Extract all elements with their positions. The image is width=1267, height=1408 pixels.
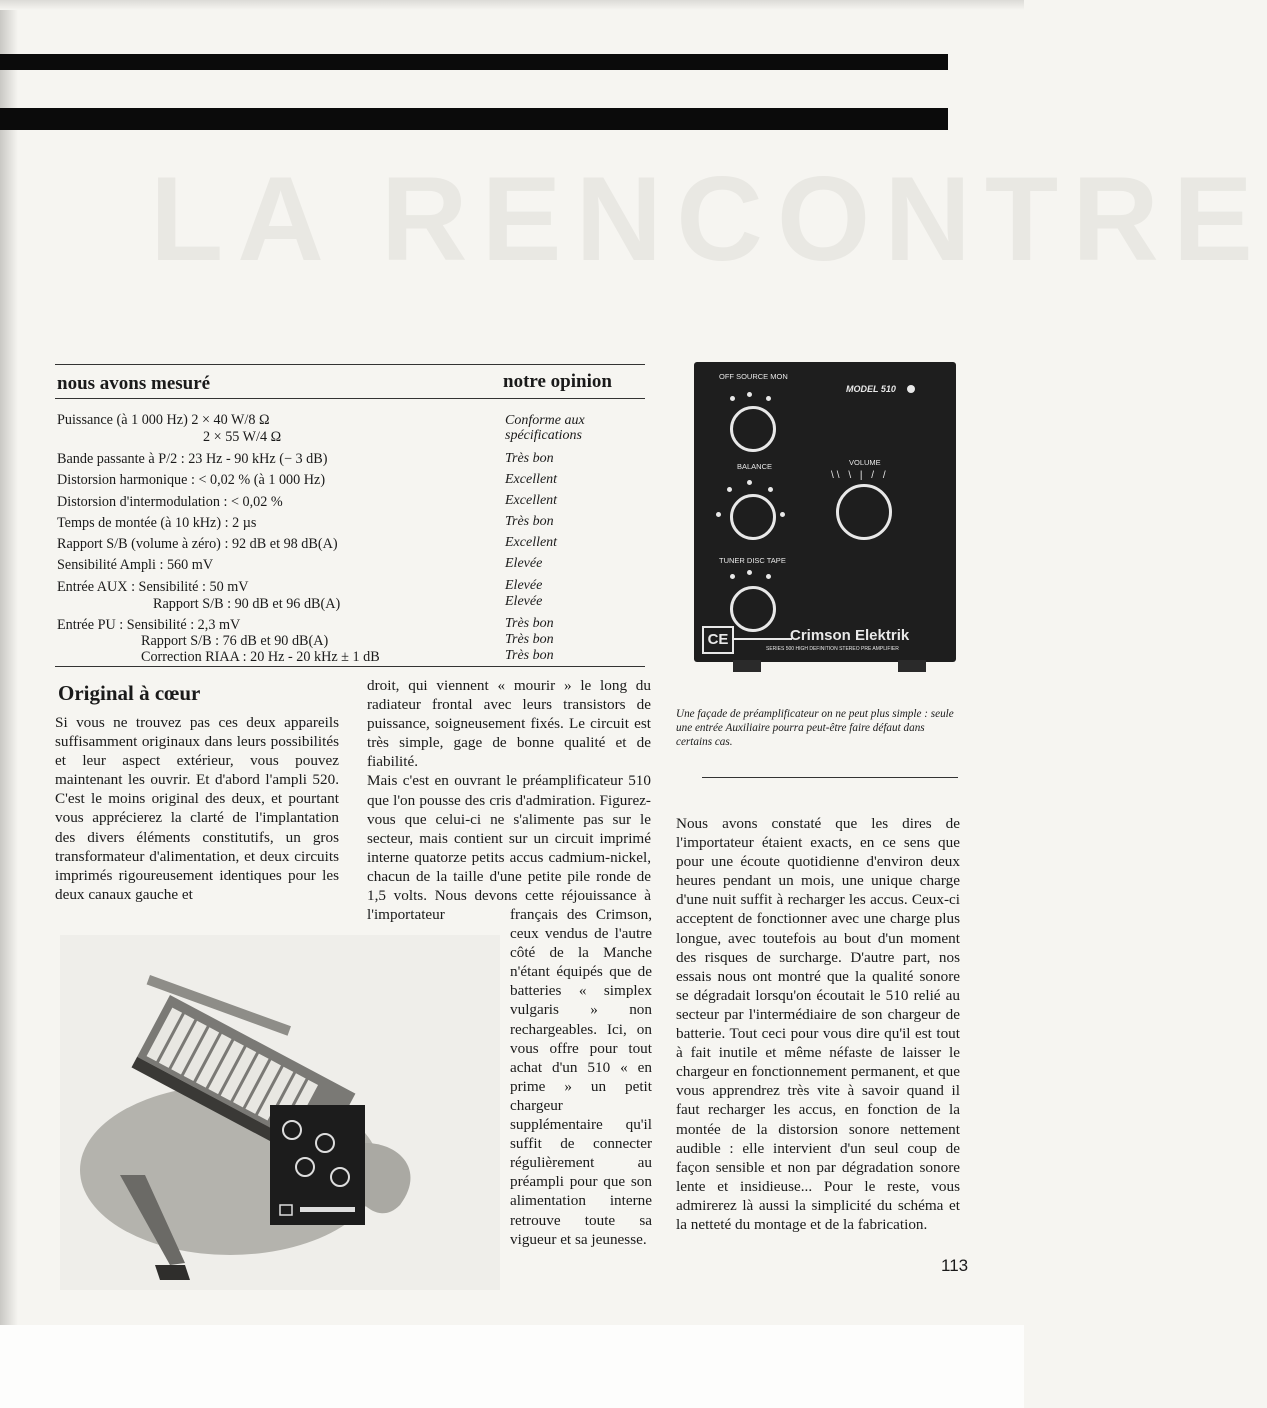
brand-name: Crimson Elektrik	[790, 627, 910, 644]
spec-row: Sensibilité Ampli : 560 mV	[57, 557, 214, 573]
preamp-interior-photo	[60, 935, 500, 1290]
spec-row: Rapport S/B : 76 dB et 90 dB(A)	[141, 633, 329, 649]
knob-mark	[716, 512, 721, 517]
panel-subline: SERIES 500 HIGH DEFINITION STEREO PRE AMPLIFIER	[766, 646, 899, 652]
paragraph: droit, qui viennent « mourir » le long du radiateur frontal avec leurs transistors de puissance, soigneusement fixés. Le circuit est très simple, gage de bonne qualité et de fiabilité.	[367, 677, 651, 771]
panel-foot	[898, 660, 926, 672]
opinion-list	[505, 410, 645, 665]
spec-row: Distorsion harmonique : < 0,02 % (à 1 000 Hz)	[57, 472, 326, 488]
column-rule	[702, 777, 958, 778]
header-bar-top	[0, 54, 948, 70]
preamp-front-panel	[694, 362, 956, 662]
knob-mark	[747, 480, 752, 485]
opinion-row: Conforme aux	[505, 413, 585, 428]
header-bar-bottom	[0, 108, 948, 130]
balance-label: BALANCE	[737, 462, 773, 471]
knob-mark	[747, 392, 752, 397]
paragraph: Mais c'est en ouvrant le préamplificateur 510 que l'on pousse des cris d'admiration. Figurez-vous que celui-ci ne s'alimente pas sur le secteur, mais contient sur un circuit imprimé interne quatorze petits accus cadmium-nickel, chacun de la taille d'une petite pile ronde de 1,5 volts. Nous devons cette réjouissance à l'importateur	[367, 772, 651, 924]
column-1-text	[55, 713, 339, 904]
page-number: 113	[941, 1256, 969, 1275]
opinion-row: Excellent	[505, 493, 558, 508]
source-knob	[730, 406, 776, 452]
page-top-shadow	[0, 0, 1024, 10]
brand-logo: CE	[702, 626, 734, 654]
table-rule-mid	[55, 398, 645, 399]
column-2-text	[367, 676, 651, 924]
knob-mark	[768, 487, 773, 492]
table-rule-bottom	[55, 666, 645, 667]
section-title: Original à cœur	[58, 681, 201, 705]
table-rule-top	[55, 364, 645, 365]
selector-knob	[730, 586, 776, 632]
paragraph: français des Crimson, ceux vendus de l'autre côté de la Manche n'étant équipés que de batteries « simplex vulgaris » non rechargeables. Ici, on vous offre pour tout achat d'un 510 « en prime » un petit chargeur supplémentaire qu'il suffit de connecter régulièrement au préampli pour que son alimentation interne retrouve toute sa vigueur et sa jeunesse.	[510, 906, 652, 1248]
knob-mark	[730, 396, 735, 401]
panel-top-label: OFF SOURCE MON	[719, 372, 788, 381]
knob-mark	[727, 487, 732, 492]
opinion-row: Elevée	[505, 578, 543, 593]
knob-mark	[747, 570, 752, 575]
page-edge-shadow	[0, 0, 18, 1408]
power-led-icon	[907, 385, 915, 393]
opinion-row: spécifications	[505, 428, 582, 443]
spec-row: Entrée PU : Sensibilité : 2,3 mV	[57, 617, 241, 633]
measured-list	[57, 410, 497, 665]
opinion-row: Excellent	[505, 535, 558, 550]
spec-row: Bande passante à P/2 : 23 Hz - 90 kHz (− 3 dB)	[57, 451, 328, 467]
opinion-header: notre opinion	[503, 371, 612, 392]
opinion-row: Elevée	[505, 594, 543, 609]
opinion-row: Très bon	[505, 514, 554, 529]
selector-label: TUNER DISC TAPE	[719, 556, 786, 565]
column-2-narrow-text	[510, 905, 652, 1249]
opinion-row: Très bon	[505, 616, 554, 631]
panel-model: MODEL 510	[846, 384, 896, 394]
spec-row: Entrée AUX : Sensibilité : 50 mV	[57, 579, 249, 595]
measured-header: nous avons mesuré	[57, 373, 211, 394]
ghost-title: LA RENCONTRE	[150, 152, 1267, 286]
knob-mark	[730, 574, 735, 579]
spec-row: Distorsion d'intermodulation : < 0,02 %	[57, 494, 283, 510]
paragraph: Si vous ne trouvez pas ces deux appareils suffisamment originaux dans leurs possibilités et leur aspect extérieur, vous pouvez maintenant les ouvrir. Et d'abord l'ampli 520. C'est le moins original des deux, et pourtant vous apprécierez la clarté de l'implantation des divers éléments constitutifs, un gros transformateur d'alimentation, et deux circuits imprimés rigoureusement identiques pour les deux canaux gauche et	[55, 714, 339, 903]
volume-label: VOLUME	[849, 458, 881, 467]
paragraph: Nous avons constaté que les dires de l'importateur étaient exacts, en ce sens que pour une écoute quotidienne d'environ deux heures pendant un mois, une unique charge d'une nuit suffit à recharger les accus. Ceux-ci acceptent de fonctionner avec une charge plus longue, avec toutefois au bout d'un moment des risques de surcharge. D'autre part, nos essais nous ont montré que la qualité sonore se dégradait lorsqu'on écoutait le 510 relié au secteur par l'intermédiaire de son chargeur de batterie. Tout ceci pour vous dire qu'il est tout à fait inutile et même néfaste de laisser le chargeur en fonctionnement permanent, et que vous apprendrez très vite à savoir quand il faut recharger les accus, en fonction de la montée de la distorsion sonore nettement audible : elle intervient d'un seul coup de façon sensible et non par dégradation sonore lente et insidieuse... Pour le reste, vous admirerez là aussi la simplicité du schéma et la netteté du montage et de la fabrication.	[676, 815, 960, 1233]
balance-knob	[730, 494, 776, 540]
knob-mark	[780, 512, 785, 517]
spec-row: Rapport S/B (volume à zéro) : 92 dB et 98 dB(A)	[57, 536, 338, 552]
knob-mark	[766, 396, 771, 401]
spec-row: Temps de montée (à 10 kHz) : 2 µs	[57, 515, 257, 531]
column-3-text	[676, 814, 960, 1234]
volume-knob	[836, 484, 892, 540]
opinion-row: Elevée	[505, 556, 543, 571]
opinion-row: Très bon	[505, 648, 554, 663]
spec-row: 2 × 55 W/4 Ω	[203, 429, 282, 445]
spec-row: Rapport S/B : 90 dB et 96 dB(A)	[153, 596, 341, 612]
knob-mark	[766, 574, 771, 579]
volume-scale-icon: \\ \ | / /	[831, 470, 889, 481]
spec-row: Puissance (à 1 000 Hz) 2 × 40 W/8 Ω	[57, 412, 270, 428]
opinion-row: Très bon	[505, 451, 554, 466]
panel-caption: Une façade de préamplificateur on ne peut plus simple : seule une entrée Auxiliaire pourra peut-être faire défaut dans certains cas.	[676, 708, 954, 748]
opinion-row: Excellent	[505, 472, 558, 487]
opinion-row: Très bon	[505, 632, 554, 647]
spec-row: Correction RIAA : 20 Hz - 20 kHz ± 1 dB	[141, 649, 380, 665]
page-bottom-margin	[0, 1325, 1024, 1408]
panel-foot	[733, 660, 761, 672]
logo-stripe	[734, 638, 792, 640]
